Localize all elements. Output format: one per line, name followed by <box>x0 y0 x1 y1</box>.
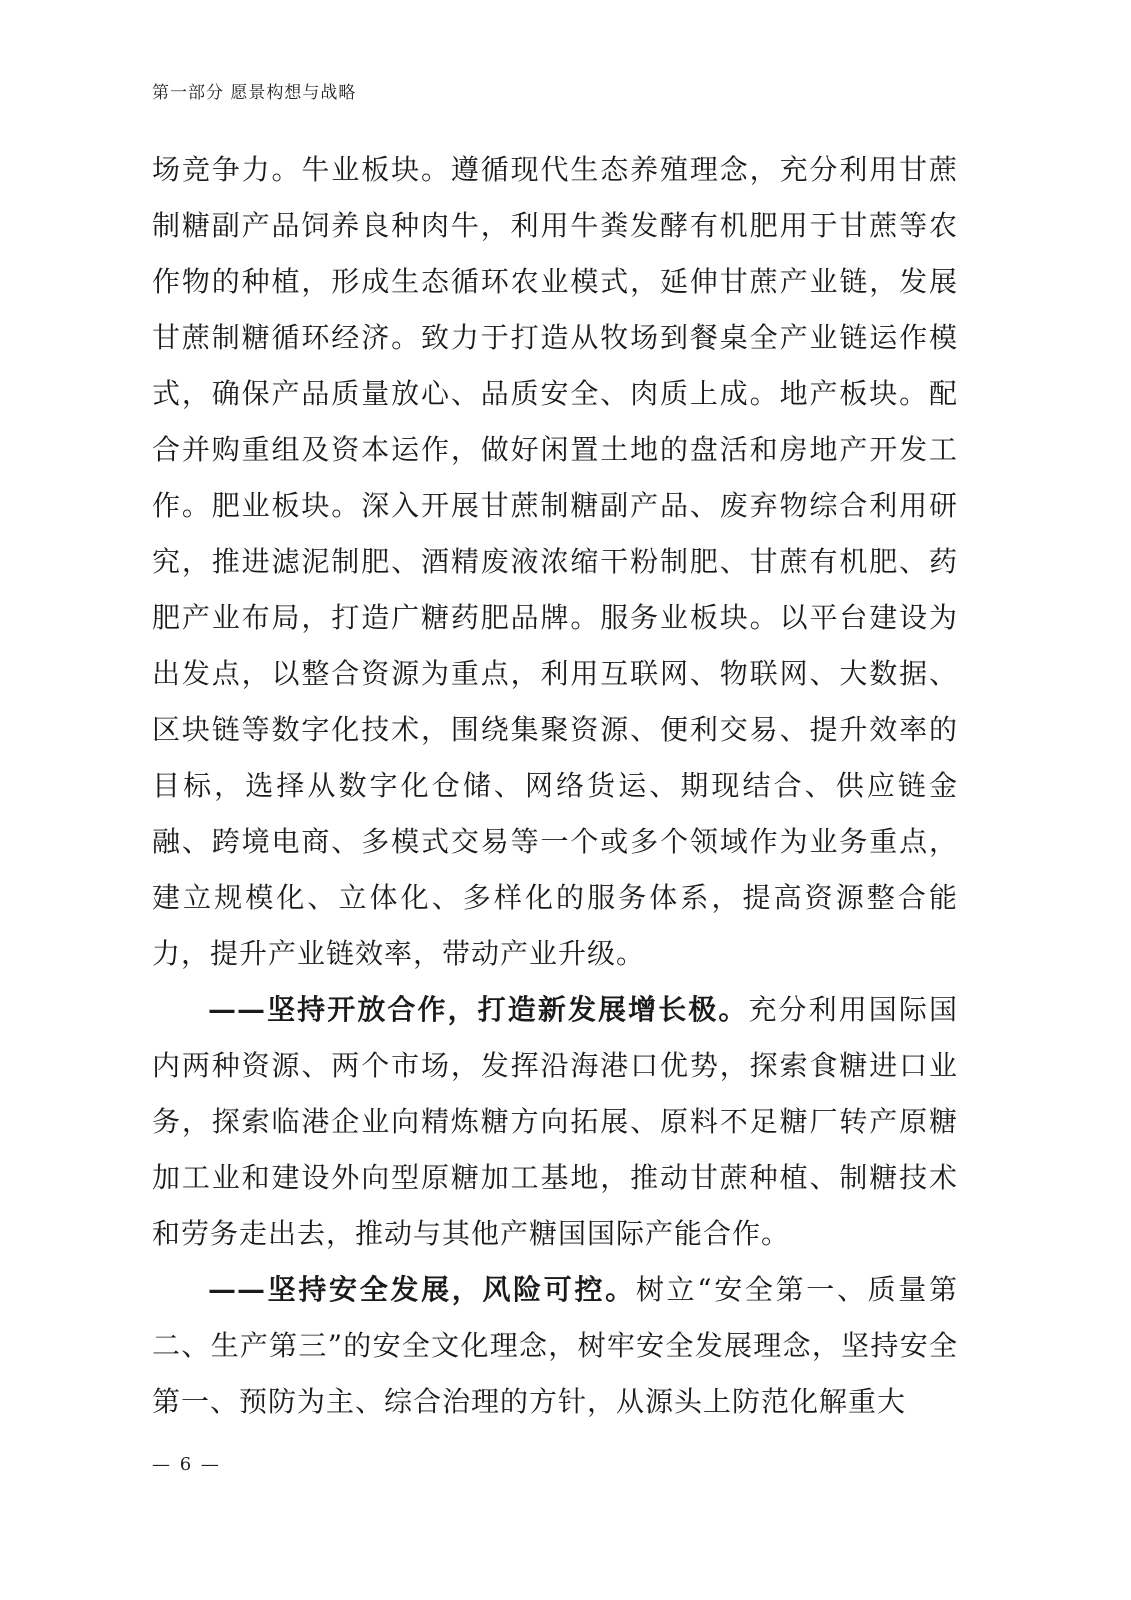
paragraph-lead-heading: ——坚持安全发展，风险可控。 <box>208 1273 636 1306</box>
paragraph-industry-segments <box>152 142 958 982</box>
paragraph-text: 场竞争力。牛业板块。遵循现代生态养殖理念，充分利用甘蔗制糖副产品饲养良种肉牛，利用牛粪发酵有机肥用于甘蔗等农作物的种植，形成生态循环农业模式，延伸甘蔗产业链，发展甘蔗制糖循环经济。致力于打造从牧场到餐桌全产业链运作模式，确保产品质量放心、品质安全、肉质上成。地产板块。配合并购重组及资本运作，做好闲置土地的盘活和房地产开发工作。肥业板块。深入开展甘蔗制糖副产品、废弃物综合利用研究，推进滤泥制肥、酒精废液浓缩干粉制肥、甘蔗有机肥、药肥产业布局，打造广糖药肥品牌。服务业板块。以平台建设为出发点，以整合资源为重点，利用互联网、物联网、大数据、区块链等数字化技术，围绕集聚资源、便利交易、提升效率的目标，选择从数字化仓储、网络货运、期现结合、供应链金融、跨境电商、多模式交易等一个或多个领域作为业务重点，建立规模化、立体化、多样化的服务体系，提高资源整合能力，提升产业链效率，带动产业升级。 <box>152 153 958 970</box>
paragraph-safe-development <box>152 1262 958 1430</box>
running-header: 第一部分 愿景构想与战略 <box>152 83 357 103</box>
header-divider <box>152 118 960 119</box>
paragraph-text: 充分利用国际国内两种资源、两个市场，发挥沿海港口优势，探索食糖进口业务，探索临港企业向精炼糖方向拓展、原料不足糖厂转产原糖加工业和建设外向型原糖加工基地，推动甘蔗种植、制糖技术和劳务走出去，推动与其他产糖国国际产能合作。 <box>152 993 958 1250</box>
document-body <box>152 142 958 1430</box>
paragraph-open-cooperation <box>152 982 958 1262</box>
page-number: — 6 — <box>152 1454 221 1475</box>
paragraph-text: 树立“安全第一、质量第二、生产第三”的安全文化理念，树牢安全发展理念，坚持安全第一、预防为主、综合治理的方针，从源头上防范化解重大 <box>152 1273 958 1418</box>
paragraph-lead-heading: ——坚持开放合作，打造新发展增长极。 <box>208 993 749 1026</box>
